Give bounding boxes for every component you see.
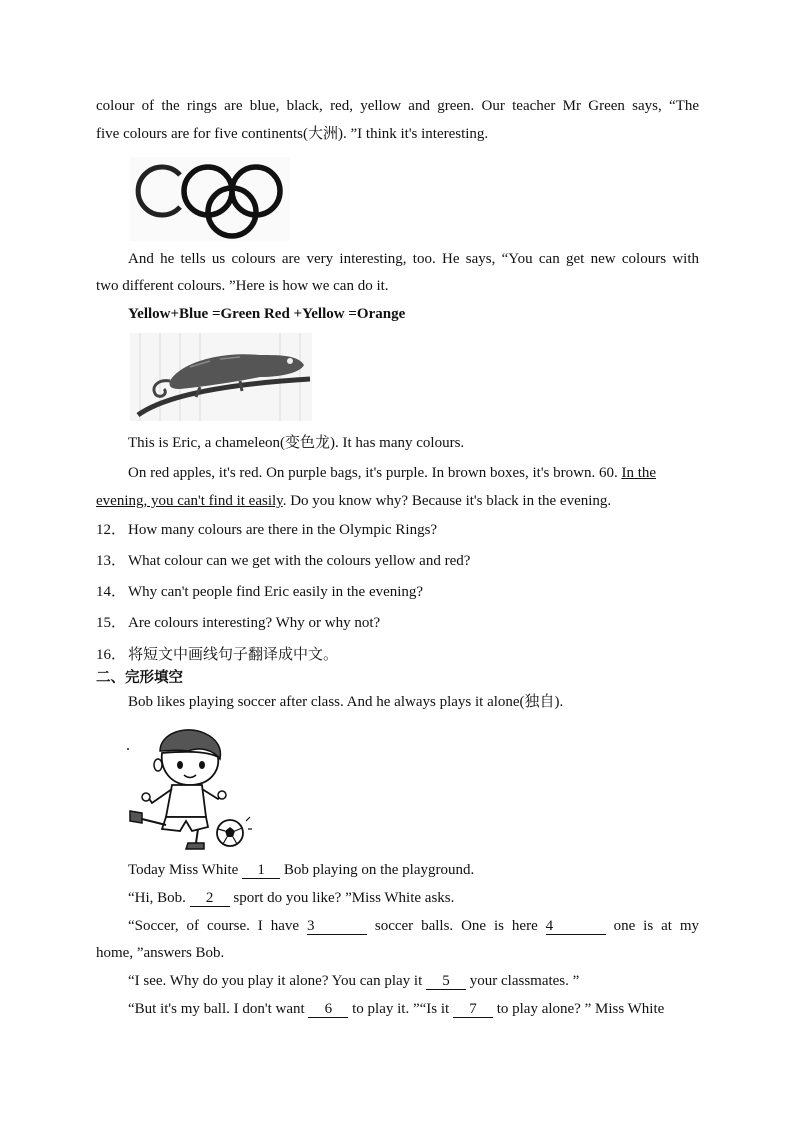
question-number: 14． bbox=[96, 584, 127, 600]
question-text: Are colours interesting? Why or why not? bbox=[128, 615, 381, 631]
question-text: Why can't people find Eric easily in the evening? bbox=[128, 584, 424, 600]
question-number: 16． bbox=[96, 647, 127, 663]
passage-line bbox=[128, 463, 699, 483]
cloze-text: sport do you like? ”Miss White asks. bbox=[229, 890, 455, 906]
cloze-line bbox=[128, 971, 699, 991]
underlined-sentence: In the bbox=[621, 465, 657, 481]
blank-4[interactable]: 4 bbox=[546, 918, 606, 935]
question-15 bbox=[96, 613, 699, 633]
question-13 bbox=[96, 551, 699, 571]
cloze-line bbox=[128, 888, 699, 908]
passage-text: . Do you know why? Because it's black in the evening. bbox=[282, 493, 612, 509]
cloze-text: to play alone? ” Miss White bbox=[492, 1001, 665, 1017]
chameleon-image bbox=[130, 333, 312, 421]
cloze-line bbox=[128, 860, 699, 880]
section-heading: 二、完形填空 bbox=[96, 670, 183, 686]
color-formula: Yellow+Blue =Green Red +Yellow =Orange bbox=[128, 306, 406, 322]
shoe bbox=[186, 843, 204, 849]
cloze-text: “Hi, Bob. bbox=[128, 890, 190, 906]
shoe bbox=[130, 811, 142, 823]
blank-6[interactable]: 6 bbox=[308, 1001, 348, 1018]
cloze-text: one is at my bbox=[605, 918, 699, 934]
question-14 bbox=[96, 582, 699, 602]
passage-line bbox=[96, 491, 699, 511]
cloze-text: Today Miss White bbox=[128, 862, 243, 878]
cloze-text: soccer balls. One is here bbox=[366, 918, 546, 934]
question-number: 13． bbox=[96, 553, 127, 569]
cloze-line: home, ”answers Bob. bbox=[96, 945, 225, 961]
olympic-rings-image bbox=[130, 157, 290, 241]
blank-7[interactable]: 7 bbox=[453, 1001, 493, 1018]
passage-line: five colours are for five continents(大洲). ”I think it's interesting. bbox=[96, 126, 489, 142]
blank-5[interactable]: 5 bbox=[426, 973, 466, 990]
passage-line: two different colours. ”Here is how we can do it. bbox=[96, 278, 389, 294]
passage-line: colour of the rings are blue, black, red, yellow and green. Our teacher Mr Green says, “The bbox=[96, 98, 699, 114]
question-number: 15． bbox=[96, 615, 127, 631]
blank-2[interactable]: 2 bbox=[190, 890, 230, 907]
question-text: How many colours are there in the Olympic Rings? bbox=[128, 522, 438, 538]
question-text: What colour can we get with the colours yellow and red? bbox=[128, 553, 471, 569]
boy-playing-soccer-image bbox=[126, 725, 252, 853]
section-intro: Bob likes playing soccer after class. And he always plays it alone(独自). bbox=[128, 694, 564, 710]
blank-3[interactable]: 3 bbox=[307, 918, 367, 935]
face bbox=[162, 752, 219, 785]
cloze-text: “But it's my ball. I don't want bbox=[128, 1001, 309, 1017]
blank-1[interactable]: 1 bbox=[242, 862, 280, 879]
passage-text: On red apples, it's red. On purple bags, it's purple. In brown boxes, it's brown. 60. bbox=[128, 465, 622, 481]
question-12 bbox=[96, 520, 699, 540]
question-text: 将短文中画线句子翻译成中文。 bbox=[128, 647, 339, 663]
cloze-line bbox=[128, 999, 699, 1019]
cloze-text: “I see. Why do you play it alone? You can play it bbox=[128, 973, 426, 989]
cloze-text: to play it. ”“Is it bbox=[348, 1001, 453, 1017]
question-number: 12． bbox=[96, 522, 127, 538]
passage-line: This is Eric, a chameleon(变色龙). It has many colours. bbox=[128, 435, 465, 451]
passage-line: And he tells us colours are very interesting, too. He says, “You can get new colours with bbox=[128, 251, 699, 267]
cloze-line bbox=[128, 916, 699, 936]
cloze-text: “Soccer, of course. I have bbox=[128, 918, 307, 934]
underlined-sentence: evening, you can't find it easily bbox=[96, 493, 283, 509]
cloze-text: your classmates. ” bbox=[466, 973, 580, 989]
cloze-text: Bob playing on the playground. bbox=[280, 862, 475, 878]
shorts bbox=[162, 817, 208, 831]
question-16 bbox=[96, 645, 699, 665]
